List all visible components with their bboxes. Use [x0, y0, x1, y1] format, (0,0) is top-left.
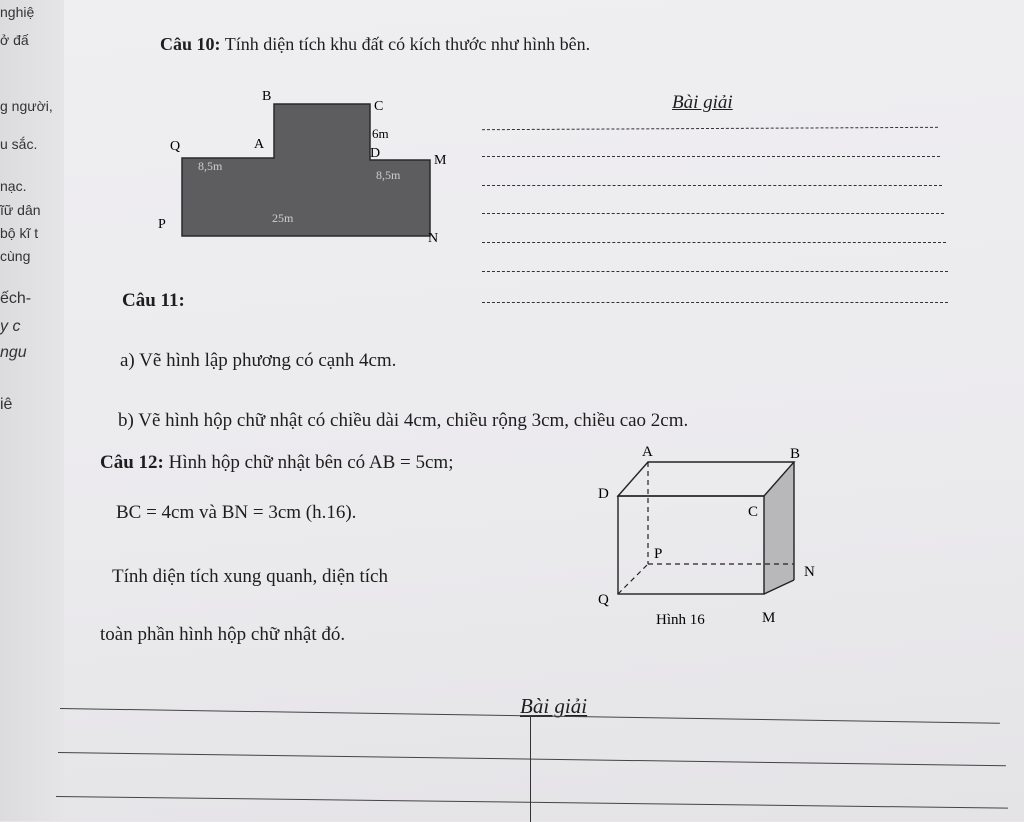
q12-box-figure: [584, 440, 844, 640]
point-label: C: [748, 504, 759, 520]
q12-line3: Tính diện tích xung quanh, diện tích: [112, 566, 388, 587]
answer-line: [58, 752, 1006, 766]
dim-label: 8,5m: [376, 168, 401, 182]
margin-fragment: u sắc.: [0, 136, 38, 152]
answer-line: [482, 213, 944, 214]
point-label: D: [598, 486, 609, 502]
answer-line: [482, 302, 948, 303]
point-label: M: [434, 153, 447, 168]
q10-text: Tính diện tích khu đất có kích thước như hình bên.: [224, 34, 591, 54]
point-label: M: [762, 610, 776, 626]
left-page-edge: [0, 0, 70, 821]
q12-line1: [100, 452, 454, 474]
margin-fragment: ếch-: [0, 290, 32, 307]
q12-line4: toàn phần hình hộp chữ nhật đó.: [100, 624, 346, 645]
q11-label: Câu 11:: [122, 290, 185, 311]
margin-fragment: ngu: [0, 344, 27, 361]
point-label: P: [654, 546, 663, 562]
margin-fragment: cùng: [0, 248, 31, 264]
point-label: B: [790, 446, 801, 462]
answer-line: [482, 127, 938, 130]
margin-fragment: ở đấ: [0, 32, 29, 48]
point-label: A: [642, 444, 653, 460]
point-label: A: [254, 137, 265, 152]
figure-caption: Hình 16: [656, 612, 705, 628]
box-top-face: [618, 462, 794, 496]
answer-line: [482, 185, 942, 186]
answer-line: [482, 271, 948, 272]
answer-line: [482, 156, 940, 157]
point-label: N: [428, 231, 439, 246]
q11-part-b: b) Vẽ hình hộp chữ nhật có chiều dài 4cm, chiều rộng 3cm, chiều cao 2cm.: [118, 410, 689, 431]
q10-heading: [160, 34, 590, 55]
margin-fragment: nghiệ: [0, 4, 35, 20]
point-label: P: [158, 217, 166, 232]
point-label: B: [262, 89, 272, 104]
margin-fragment: ĩữ dân: [0, 202, 41, 218]
q10-label: Câu 10:: [160, 34, 221, 54]
q12-answer-heading: Bài giải: [520, 694, 588, 718]
point-label: C: [374, 99, 384, 114]
answer-line: [482, 242, 946, 243]
dim-label: 8,5m: [198, 159, 223, 173]
dim-label: 25m: [272, 211, 294, 225]
q10-land-figure: [144, 80, 464, 250]
worksheet-page: [64, 0, 1024, 821]
margin-fragment: g người,: [0, 98, 53, 114]
point-label: D: [370, 146, 381, 161]
column-divider: [530, 716, 531, 822]
point-label: N: [804, 564, 815, 580]
q12-text-1: Hình hộp chữ nhật bên có AB = 5cm;: [168, 452, 454, 473]
q11-part-a: a) Vẽ hình lập phương có cạnh 4cm.: [120, 350, 397, 371]
box-shaded-face: [764, 462, 794, 594]
point-label: Q: [170, 139, 181, 154]
answer-line: [56, 796, 1008, 809]
q10-answer-heading: Bài giải: [672, 92, 733, 113]
margin-fragment: iê: [0, 396, 13, 413]
point-label: Q: [598, 592, 609, 608]
q12-line2: BC = 4cm và BN = 3cm (h.16).: [116, 502, 357, 523]
dim-label: 6m: [372, 126, 389, 141]
q12-label: Câu 12:: [100, 452, 164, 473]
margin-fragment: nạc.: [0, 178, 27, 194]
box-front-face: [618, 496, 764, 594]
hidden-edge: [618, 564, 648, 594]
margin-fragment: y c: [0, 318, 21, 335]
margin-fragment: bộ kĩ t: [0, 225, 39, 241]
